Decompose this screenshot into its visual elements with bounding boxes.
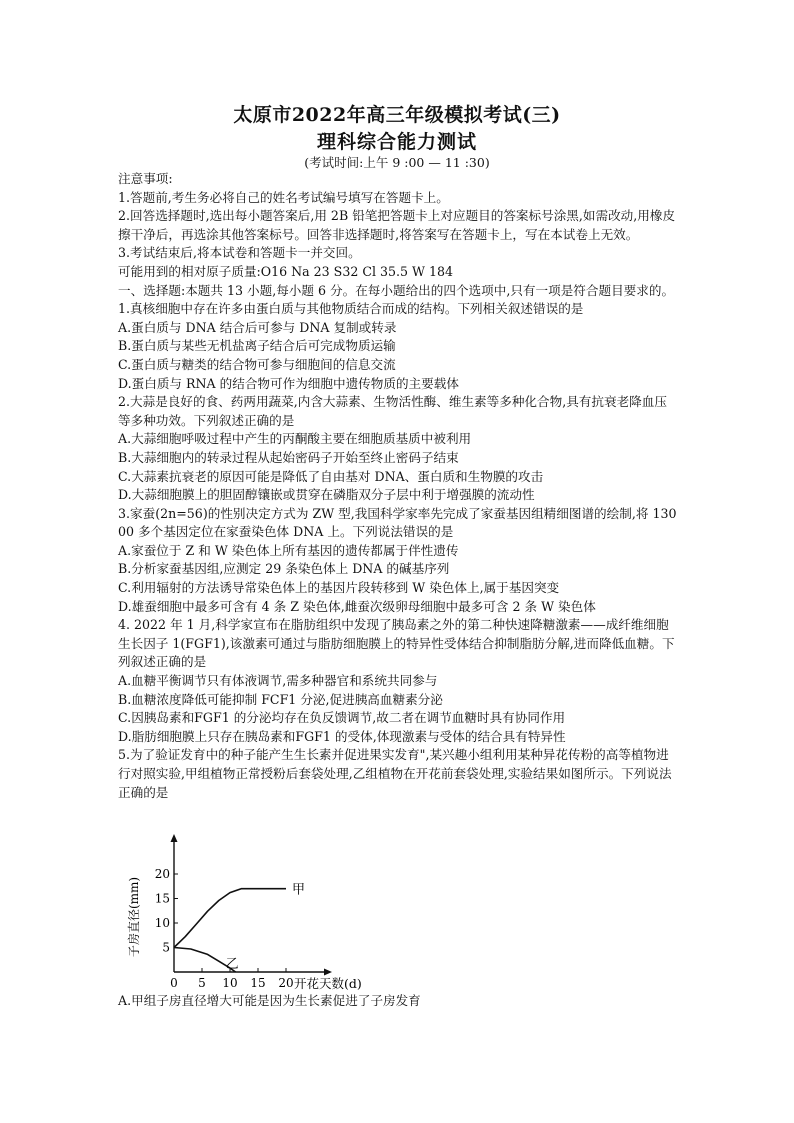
x-tick-label: 10 (222, 976, 238, 990)
question-1-option-b: B.蛋白质与某些无机盐离子结合后可完成物质运输 (118, 338, 396, 354)
y-tick-label: 5 (162, 940, 170, 955)
question-4-option-d: D.脂肪细胞膜上只存在胰岛素和FGF1 的受体,体现激素与受体的结合具有特异性 (118, 728, 566, 744)
series-line-jia (174, 889, 286, 948)
x-tick-label: 15 (250, 976, 266, 990)
question-3-option-b: B.分析家蚕基因组,应测定 29 条染色体上 DNA 的碱基序列 (118, 561, 450, 577)
question-1-option-a: A.蛋白质与 DNA 结合后可参与 DNA 复制或转录 (118, 319, 397, 335)
y-axis-arrow (171, 834, 178, 842)
note-item-1: 1.答题前,考生务必将自己的姓名考试编号填写在答题卡上。 (118, 189, 449, 205)
exam-title: 太原市2022年高三年级模拟考试(三) (233, 104, 561, 126)
ovary-diameter-chart (118, 834, 398, 994)
question-4-stem: 4. 2022 年 1 月,科学家宣布在脂肪组织中发现了胰岛素之外的第二种快速降糖激素——成纤维细胞生长因子 1(FGF1),该激素可通过与脂肪细胞膜上的特异性受体结合抑制脂肪分解,进而降低血糖。下列叙述正确的是 (118, 617, 675, 670)
note-item-2: 2.回答选择题时,选出每小题答案后,用 2B 铅笔把答题卡上对应题目的答案标号涂黑,如需改动,用橡皮擦干净后，再选涂其他答案标号。回答非选择题时,将答案写在答题卡上，写在本试卷上无效。 (118, 208, 676, 242)
question-3-option-c: C.利用辐射的方法诱导常染色体上的基因片段转移到 W 染色体上,属于基因突变 (118, 580, 560, 596)
question-3-stem: 3.家蚕(2n=56)的性别决定方式为 ZW 型,我国科学家率先完成了家蚕基因组精细图谱的绘制,将 13000 多个基因定位在家蚕染色体 DNA 上。下列说法错误的是 (118, 505, 677, 540)
exam-content (118, 170, 678, 802)
question-1-option-c: C.蛋白质与糖类的结合物可参与细胞间的信息交流 (118, 356, 396, 372)
question-3-option-a: A.家蚕位于 Z 和 W 染色体上所有基因的遗传都属于伴性遗传 (118, 542, 459, 558)
y-tick-label: 10 (154, 916, 170, 930)
question-5-option-a: A.甲组子房直径增大可能是因为生长素促进了子房发育 (118, 993, 421, 1008)
series-label-jia: 甲 (292, 882, 306, 898)
atomic-masses: 可能用到的相对原子质量:O16 Na 23 S32 Cl 35.5 W 184 (118, 263, 454, 279)
y-tick-label: 20 (154, 867, 170, 881)
section-heading: 一、选择题:本题共 13 小题,每小题 6 分。在每小题给出的四个选项中,只有一项是符合题目要求的。 (118, 282, 675, 298)
question-4-option-c: C.因胰岛素和FGF1 的分泌均存在负反馈调节,故二者在调节血糖时具有协同作用 (118, 710, 566, 726)
exam-subtitle: 理科综合能力测试 (316, 131, 477, 153)
question-4-option-b: B.血糖浓度降低可能抑制 FCF1 分泌,促进胰高血糖素分泌 (118, 691, 443, 707)
question-3-option-d: D.雄蚕细胞中最多可含有 4 条 Z 染色体,雌蚕次级卵母细胞中最多可含 2 条 W 染色体 (118, 598, 596, 614)
series-label-yi: 乙 (225, 957, 239, 972)
notes-heading: 注意事项: (118, 171, 173, 186)
x-tick-label: 5 (198, 976, 206, 990)
note-item-3: 3.考试结束后,将本试卷和答题卡一并交回。 (118, 245, 361, 261)
question-5-stem: 5.为了验证发育中的种子能产生生长素并促进果实发育",某兴趣小组利用某种异花传粉的高等植物进行对照实验,甲组植物正常授粉后套袋处理,乙组植物在开花前套袋处理,实验结果如图所示。下列说法正确的是 (118, 747, 672, 800)
chart-svg (118, 834, 398, 994)
question-1-option-d: D.蛋白质与 RNA 的结合物可作为细胞中遗传物质的主要载体 (118, 375, 459, 391)
question-2-option-a: A.大蒜细胞呼吸过程中产生的丙酮酸主要在细胞质基质中被利用 (118, 431, 472, 447)
question-2-option-b: B.大蒜细胞内的转录过程从起始密码子开始至终止密码子结束 (118, 449, 459, 465)
exam-time: (考试时间:上午 9 :00 — 11 :30) (304, 155, 490, 170)
y-axis-label: 子房直径(mm) (127, 876, 141, 958)
x-axis-label: 开花天数(d) (294, 976, 362, 991)
x-axis-arrow (324, 969, 332, 976)
y-tick-label: 15 (154, 891, 170, 906)
question-2-stem: 2.大蒜是良好的食、药两用蔬菜,内含大蒜素、生物活性酶、维生素等多种化合物,具有抗衰老降血压等多种功效。下列叙述正确的是 (118, 394, 667, 428)
question-1-stem: 1.真核细胞中存在许多由蛋白质与其他物质结合而成的结构。下列相关叙述错误的是 (118, 301, 584, 317)
question-2-option-d: D.大蒜细胞膜上的胆固醇镶嵌或贯穿在磷脂双分子层中利于增强膜的流动性 (118, 487, 535, 503)
question-2-option-c: C.大蒜素抗衰老的原因可能是降低了自由基对 DNA、蛋白质和生物膜的攻击 (118, 468, 544, 484)
question-4-option-a: A.血糖平衡调节只有体液调节,需多种器官和系统共同参与 (118, 673, 438, 689)
x-tick-label: 20 (278, 976, 294, 990)
x-tick-label: 0 (170, 976, 178, 990)
